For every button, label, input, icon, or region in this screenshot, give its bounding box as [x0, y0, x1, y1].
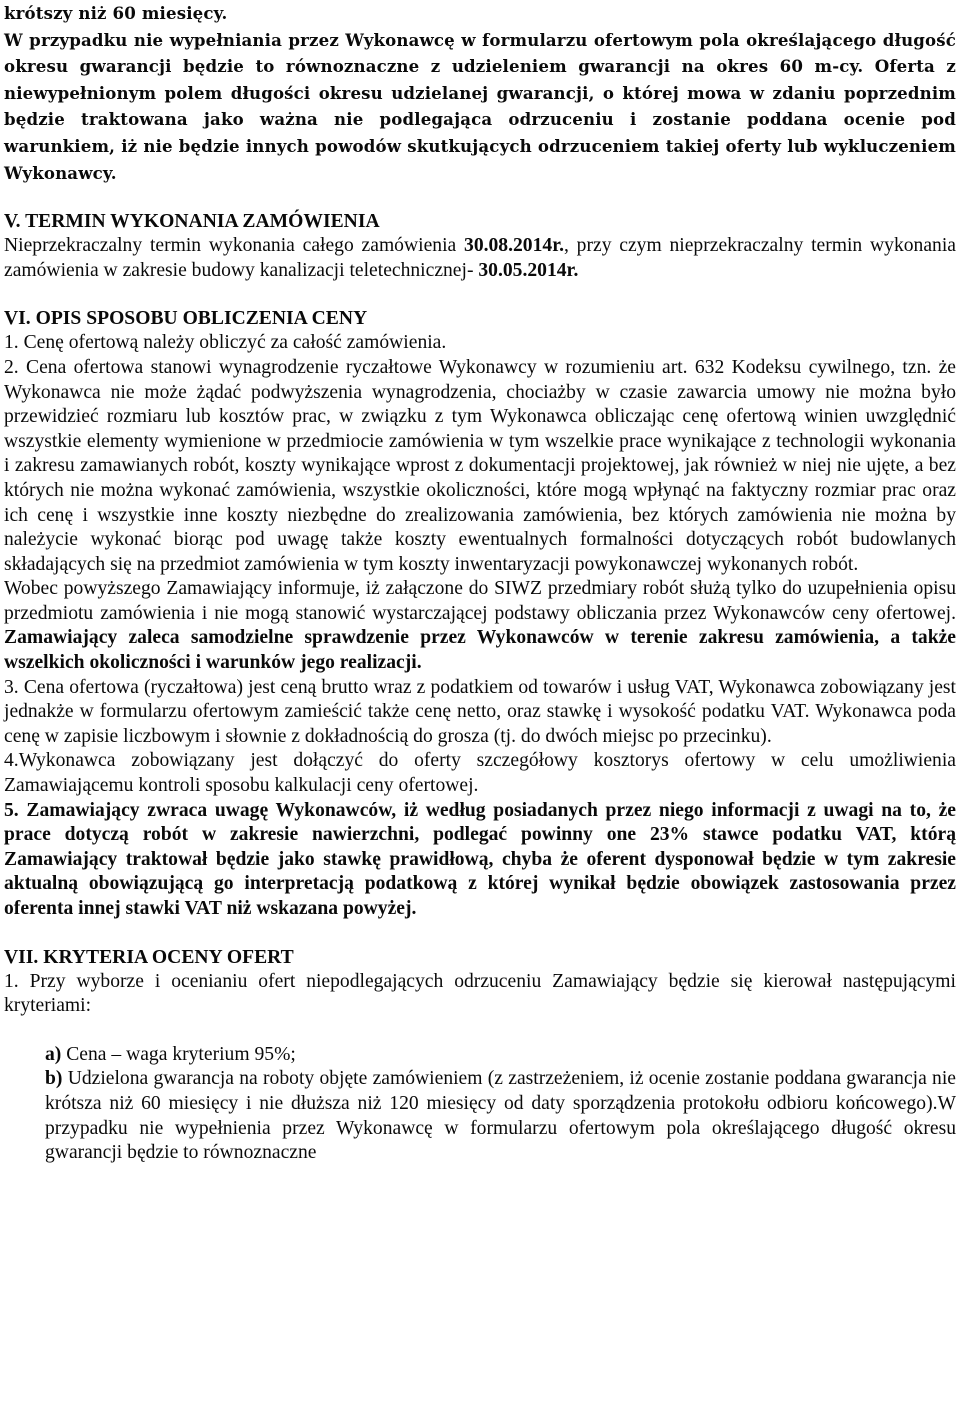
section-heading-cena: VI. OPIS SPOSOBU OBLICZENIA CENY — [4, 308, 368, 330]
termin-text-2: , przy czym nieprzekraczalny termin wykonania zamówienia w zakresie budowy kanalizacji teletechnicznej- — [4, 235, 956, 281]
section-heading-termin: V. TERMIN WYKONANIA ZAMÓWIENIA — [4, 211, 380, 233]
cena-item-1: 1. Cenę ofertową należy obliczyć za całość zamówienia. — [4, 332, 447, 354]
termin-paragraph — [4, 234, 956, 283]
criterion-b-label: b) — [45, 1068, 63, 1090]
criterion-a — [4, 1043, 956, 1068]
criterion-a-text: Cena – waga kryterium 95%; — [61, 1043, 296, 1065]
spacer — [4, 1019, 956, 1043]
criterion-b — [4, 1067, 956, 1165]
criterion-b-text: Udzielona gwarancja na roboty objęte zamówieniem (z zastrzeżeniem, iż ocenie zostanie poddana gwarancja nie krótsza niż 60 miesięcy i nie dłuższa niż 120 miesięcy od daty sporządzenia protokołu odbioru końcowego).W przypadku nie wypełnienia przez Wykonawcę w formularzu ofertowym pola określającego długość okresu gwarancji będzie to równoznaczne — [45, 1068, 956, 1164]
wobec-paragraph — [4, 577, 956, 675]
spacer — [4, 186, 956, 210]
wobec-bold: Zamawiający zaleca samodzielne sprawdzenie przez Wykonawców w terenie zakresu zamówienia, a także wszelkich okoliczności i warunków jego realizacji. — [4, 627, 956, 674]
termin-date-1: 30.08.2014r. — [464, 235, 564, 257]
termin-text-1: Nieprzekraczalny termin wykonania całego zamówienia — [4, 235, 465, 257]
cena-item-3: 3. Cena ofertowa (ryczałtowa) jest ceną brutto wraz z podatkiem od towarów i usług VAT, Wykonawca zobowiązany jest jednakże w formularzu ofertowym zamieścić także cenę netto, oraz stawkę i wysokość podatku VAT. Wykonawca poda cenę w zapisie liczbowym i słownie z dokładnością do grosza (tj. do dwóch miejsc po przecinku). — [4, 676, 956, 747]
section-heading-kryteria: VII. KRYTERIA OCENY OFERT — [4, 946, 294, 968]
wobec-regular: Wobec powyższego Zamawiający informuje, iż załączone do SIWZ przedmiary robót służą tylko do uzupełnienia opisu przedmiotu zamówienia i nie mogą stanowić wystarczającej podstawy obliczania przez Wykonawców ceny ofertowej. — [4, 578, 956, 624]
termin-date-2: 30.05.2014r. — [478, 259, 579, 281]
warranty-paragraph: W przypadku nie wypełniania przez Wykonawcę w formularzu ofertowym pola określającego długość okresu gwarancji będzie to równoznaczne z udzieleniem gwarancji na okres 60 m-cy. Oferta z niewypełnionym polem długości okresu udzielanej gwarancji, o której mowa w zdaniu poprzednim będzie traktowana jako ważna nie podlegająca odrzuceniu i zostanie poddana ocenie pod warunkiem, iż nie będzie innych powodów skutkujących odrzuceniem takiej oferty lub wykluczeniem Wykonawcy. — [4, 29, 956, 183]
intro-line: krótszy niż 60 miesięcy. — [4, 3, 228, 23]
cena-item-5: 5. Zamawiający zwraca uwagę Wykonawców, iż według posiadanych przez niego informacji z uwagi na to, że prace dotyczą robót w zakresie nawierzchni, podlegać powinny one 23% stawce podatku VAT, którą Zamawiający traktował będzie jako stawkę prawidłową, chyba że oferent dysponował będzie w tym zakresie aktualną obowiązującą go interpretacją podatkową z której wynikał będzie obowiązek zastosowania przez oferenta innej stawki VAT niż wskazana powyżej. — [4, 799, 956, 919]
kryteria-item-1: 1. Przy wyborze i ocenianiu ofert niepodlegających odrzuceniu Zamawiający będzie się kierował następującymi kryteriami: — [4, 970, 956, 1017]
criterion-a-label: a) — [45, 1043, 62, 1065]
cena-item-2: 2. Cena ofertowa stanowi wynagrodzenie ryczałtowe Wykonawcy w rozumieniu art. 632 Kodeksu cywilnego, tzn. że Wykonawca nie może żądać podwyższenia wynagrodzenia, chociażby w czasie zawarcia umowy nie można było przewidzieć rozmiaru lub kosztów prac, w związku z tym Wykonawca obliczając cenę ofertową winien uwzględnić wszystkie elementy wymienione w przedmiocie zamówienia w tym wszelkie prace wynikające z technologii wykonania i zakresu zamawianych robót, koszty wynikające wprost z dokumentacji projektowej, jak również w niej nie ujęte, a bez których nie można wykonać zamówienia, wszystkie okoliczności, które mogą wpłynąć na faktyczny rozmiar prac oraz ich cenę i wszystkie inne koszty niezbędne do zrealizowania zamówienia, bez których zamówienia nie można by należycie wykonać biorąc pod uwagę także koszty ewentualnych formalności dotyczących robót budowlanych składających się na przedmiot zamówienia w tym koszty inwentaryzacji powykonawczej wykonanych robót. — [4, 356, 956, 575]
spacer — [4, 283, 956, 307]
cena-item-4: 4.Wykonawca zobowiązany jest dołączyć do oferty szczegółowy kosztorys ofertowy w celu umożliwienia Zamawiającemu kontroli sposobu kalkulacji ceny ofertowej. — [4, 750, 956, 797]
spacer — [4, 922, 956, 946]
